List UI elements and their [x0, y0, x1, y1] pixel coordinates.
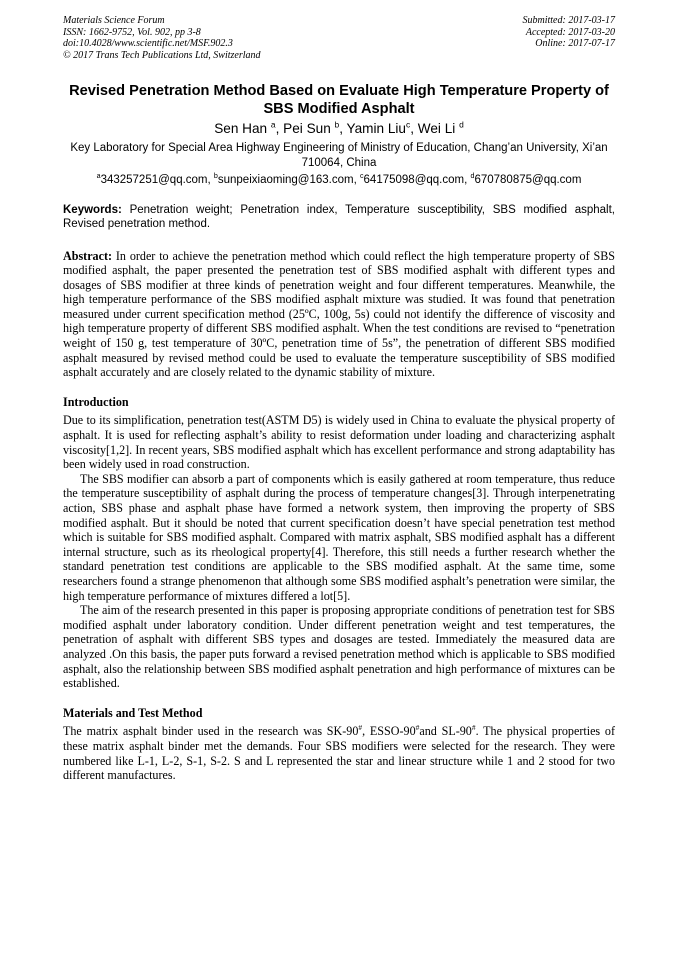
journal-name: Materials Science Forum — [63, 15, 165, 26]
keywords-label: Keywords: — [63, 203, 122, 216]
abstract-label: Abstract: — [63, 248, 113, 263]
accepted-date: Accepted: 2017-03-20 — [525, 26, 615, 38]
affiliation: Key Laboratory for Special Area Highway Engineering of Ministry of Education, Chang’an University, Xi’an 710064, China — [70, 142, 608, 169]
paper-content — [63, 82, 615, 783]
abstract — [63, 249, 615, 380]
email-mark: a — [96, 172, 101, 181]
author-name: Wei Li — [417, 121, 456, 136]
grade-mark: # — [471, 723, 476, 733]
methods-text: and SL-90 — [419, 724, 472, 739]
methods-paragraph — [63, 724, 615, 782]
grade-mark: # — [415, 723, 420, 733]
keywords-text: Penetration weight; Penetration index, Temperature susceptibility, SBS modified asphalt, Revised penetration method. — [63, 203, 616, 230]
methods-text: . The physical properties of these matrix asphalt binder met the demands. Four SBS modifiers were selected for the research. They were numbered like L-1, L-2, S-1, S-2. S and L represented the star and linear structure while 1 and 2 stood for two different manufactures. — [63, 724, 615, 783]
author-name: Yamin Liu — [346, 121, 406, 136]
author-mark: d — [459, 119, 464, 130]
submitted-date: Submitted: 2017-03-17 — [522, 15, 615, 26]
intro-paragraph: The SBS modifier can absorb a part of components which is easily gathered at room temperature, thus reduce the temperature susceptibility of asphalt during the process of temperature changes[3]. Through interpenetrating action, SBS phase and asphalt phase have formed a network system, then improving the property of SBS modified asphalt. But it should be noted that current specification doesn’t have special penetration test method which is suitable for SBS modified asphalt. Compared with matrix asphalt, SBS modified asphalt has a different internal structure, such as its rheological property[4]. Therefore, this still needs a further research whether the standard penetration test conditions are applicable to the SBS modified asphalt. At the same time, some researchers found a strange phenomenon that although some SBS modified asphalt’s penetration were similar, the high temperature performance of mixtures differed a lot[5]. — [63, 471, 615, 603]
abstract-text: In order to achieve the penetration method which could reflect the high temperature property of SBS modified asphalt, the paper presented the penetration test of SBS modified asphalt with different types and dosages of SBS modifier at three kinds of penetration weight and four different temperatures. Meanwhile, the high temperature performance of the SBS modified asphalt mixture was studied. It was found that penetration measured under current specification method (25ºC, 100g, 5s) could not identify the difference of viscosity and high temperature property of different SBS modified asphalt. When the test conditions are revised to “penetration weight of 150 g, test temperature of 30ºC, penetration time of 5s”, the penetration of different SBS modified asphalt measured by revised method could be used to evaluate the temperature susceptibility of SBS modified asphalt accurately and are closely related to the dynamic stability of mixture. — [63, 248, 615, 380]
intro-paragraph: The aim of the research presented in this paper is proposing appropriate conditions of penetration test for SBS modified asphalt under laboratory condition. Under different penetration weight and test temperatures, the penetration of asphalt with different SBS types and dosages are tested. Immediately the measured data are analyzed .On this basis, the paper puts forward a revised penetration method which is applicable to SBS modified asphalt, also the relationship between SBS modified asphalt penetration and high performance of mixtures can be established. — [63, 603, 615, 691]
email-mark: d — [470, 172, 475, 181]
journal-header-right — [523, 15, 616, 50]
online-date: Online: 2017-07-17 — [535, 38, 615, 50]
author-name: Sen Han — [214, 121, 268, 136]
paper-title: Revised Penetration Method Based on Evaluate High Temperature Property of SBS Modified Asphalt — [69, 83, 609, 117]
grade-mark: # — [358, 723, 363, 733]
doi-line: doi:10.4028/www.scientific.net/MSF.902.3 — [63, 38, 233, 50]
issn-line: ISSN: 1662-9752, Vol. 902, pp 3-8 — [63, 26, 201, 38]
email-mark: b — [213, 172, 218, 181]
methods-text: , ESSO-90 — [362, 724, 416, 739]
author-mark: c — [406, 119, 411, 130]
email-list: $^a$343257251@qq.com, $^b$sunpeixiaoming@163.com, $^c$64175098@qq.com, $^d$670780875@qq.com — [96, 172, 582, 186]
author-mark: a — [270, 119, 276, 130]
journal-header-left — [63, 15, 261, 61]
copyright-line: © 2017 Trans Tech Publications Ltd, Switzerland — [63, 49, 261, 61]
email-address[interactable]: 64175098@qq.com — [363, 174, 465, 186]
email-address[interactable]: 343257251@qq.com — [100, 174, 208, 186]
author-name: Pei Sun — [283, 121, 331, 136]
email-address[interactable]: sunpeixiaoming@163.com — [217, 174, 354, 186]
email-mark: c — [359, 172, 364, 181]
section-heading-introduction: Introduction — [63, 394, 129, 409]
email-address[interactable]: 670780875@qq.com — [474, 174, 582, 186]
author-list: Sen Han $^a$, Pei Sun $^b$, Yamin Liu$^c$, Wei Li $^d$ — [214, 119, 464, 136]
section-heading-materials: Materials and Test Method — [63, 705, 203, 720]
keywords — [63, 203, 615, 232]
author-mark: b — [334, 119, 340, 130]
intro-paragraph: Due to its simplification, penetration test(ASTM D5) is widely used in China to evaluate the physical property of asphalt. It is used for reflecting asphalt’s ability to resist deformation under loading and characterizing asphalt viscosity[1,2]. In recent years, SBS modified asphalt which has excellent performance and strong adaptability has been widely used in road construction. — [63, 413, 615, 472]
methods-text: The matrix asphalt binder used in the research was SK-90 — [63, 724, 359, 739]
